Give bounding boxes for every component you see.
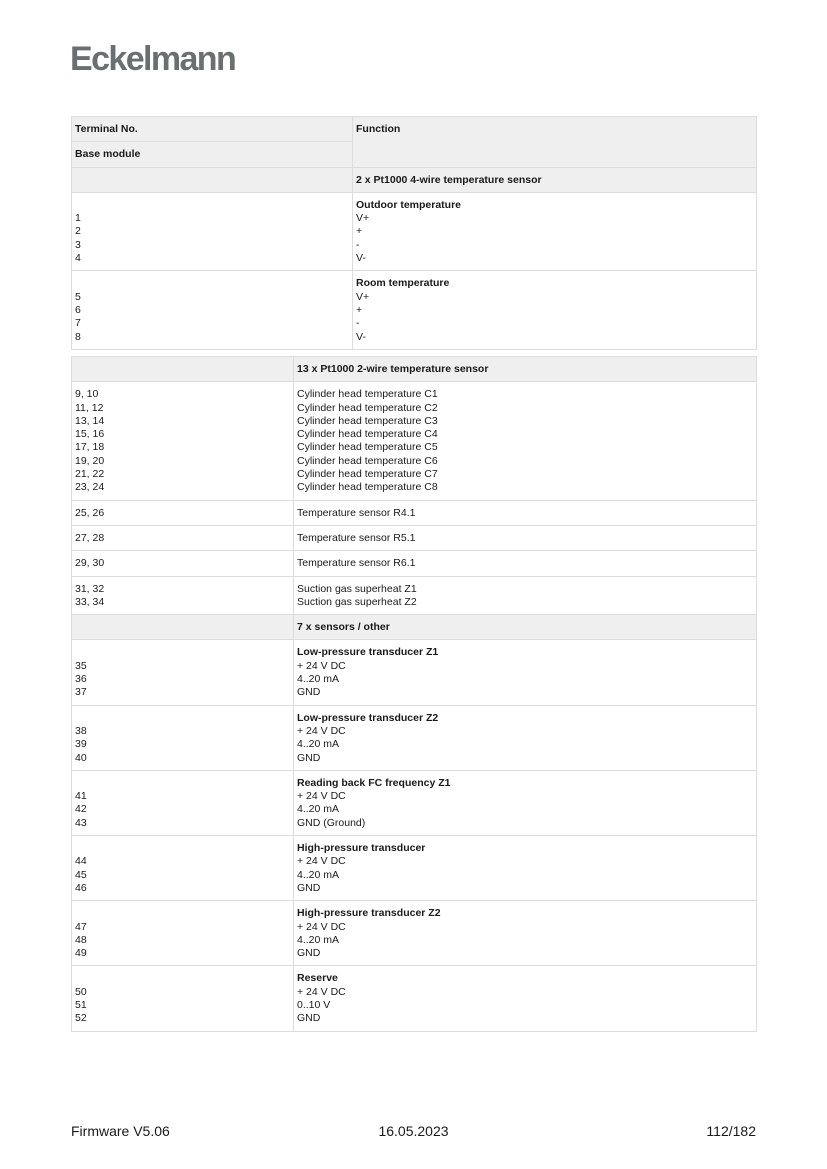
base-module-header: Base module: [72, 142, 353, 167]
function-text: Cylinder head temperature C6: [297, 454, 438, 467]
function-text: 4..20 mA: [297, 803, 340, 816]
terminal-no-header: Terminal No.: [72, 117, 353, 142]
section-row: [72, 167, 757, 192]
terminal-number: 5: [75, 290, 81, 303]
terminal-number: 21, 22: [75, 468, 105, 481]
section-row: [72, 615, 757, 640]
function-text: + 24 V DC: [297, 985, 346, 998]
function-text: Cylinder head temperature C3: [297, 414, 438, 427]
terminal-number: 29, 30: [75, 557, 105, 570]
function-text: +: [356, 303, 363, 316]
table-row: [72, 271, 757, 349]
spacer-line: [75, 842, 290, 855]
function-text: -: [356, 238, 360, 251]
spacer-line: [75, 199, 349, 212]
function-text: 0..10 V: [297, 998, 331, 1011]
function-text: Cylinder head temperature C4: [297, 428, 438, 441]
function-cell: [294, 382, 757, 500]
terminal-number: 4: [75, 252, 81, 265]
terminal-cell: [72, 382, 294, 500]
spacer-line: [75, 777, 290, 790]
terminal-number: 8: [75, 330, 81, 343]
section-row: [72, 357, 757, 382]
function-cell: [353, 271, 757, 349]
function-text: V+: [356, 290, 370, 303]
function-text: GND: [297, 751, 321, 764]
terminal-number: 23, 24: [75, 481, 105, 494]
terminal-cell: [72, 271, 353, 349]
function-text: Cylinder head temperature C7: [297, 468, 438, 481]
function-text: GND: [297, 686, 321, 699]
function-text: Cylinder head temperature C8: [297, 481, 438, 494]
terminal-number: 11, 12: [75, 401, 104, 414]
function-text: Temperature sensor R5.1: [297, 531, 416, 544]
terminal-cell: [72, 966, 294, 1031]
terminal-number: 51: [75, 998, 87, 1011]
function-text: V-: [356, 252, 366, 265]
footer-page-number: 112/182: [706, 1123, 756, 1139]
function-text: Suction gas superheat Z1: [297, 582, 417, 595]
section-title-sensors: 7 x sensors / other: [294, 615, 757, 640]
terminal-number: 38: [75, 724, 87, 737]
terminal-number: 36: [75, 673, 87, 686]
function-cell: [294, 525, 757, 550]
group-title: Low-pressure transducer Z1: [297, 646, 439, 659]
table-row: [72, 770, 757, 835]
spacer-line: [75, 712, 290, 725]
terminal-cell: [72, 500, 294, 525]
terminal-number: 15, 16: [75, 428, 105, 441]
spacer-line: [75, 907, 290, 920]
function-text: Cylinder head temperature C2: [297, 401, 438, 414]
table-row: [72, 192, 757, 270]
terminal-number: 17, 18: [75, 441, 105, 454]
function-text: GND: [297, 881, 321, 894]
function-text: -: [356, 317, 360, 330]
terminal-number: 35: [75, 659, 87, 672]
terminal-cell: [72, 551, 294, 576]
terminal-number: 43: [75, 816, 87, 829]
terminal-number: 25, 26: [75, 506, 105, 519]
terminal-number: 39: [75, 738, 87, 751]
terminal-number: 2: [75, 225, 81, 238]
terminal-cell: [72, 705, 294, 770]
function-cell: [294, 705, 757, 770]
function-text: 4..20 mA: [297, 868, 340, 881]
function-text: + 24 V DC: [297, 724, 346, 737]
terminal-number: 48: [75, 933, 87, 946]
function-header: Function: [353, 117, 757, 168]
table-row: [72, 705, 757, 770]
table-header-row: [72, 117, 757, 142]
function-text: 4..20 mA: [297, 738, 340, 751]
function-text: GND (Ground): [297, 816, 366, 829]
function-cell: [294, 901, 757, 966]
terminal-number: 1: [75, 212, 81, 225]
table-row: [72, 500, 757, 525]
function-cell: [294, 966, 757, 1031]
terminal-cell: [72, 901, 294, 966]
terminal-number: 33, 34: [75, 595, 105, 608]
terminal-number: 37: [75, 686, 87, 699]
terminal-number: 13, 14: [75, 414, 105, 427]
terminal-number: 40: [75, 751, 87, 764]
section-blank-cell: [72, 357, 294, 382]
terminal-number: 19, 20: [75, 454, 105, 467]
table-row: [72, 901, 757, 966]
section-title-2wire: 13 x Pt1000 2-wire temperature sensor: [294, 357, 757, 382]
group-title: Reading back FC frequency Z1: [297, 776, 451, 789]
terminal-number: 44: [75, 855, 87, 868]
terminal-number: 46: [75, 881, 87, 894]
terminal-cell: [72, 770, 294, 835]
footer-firmware: Firmware V5.06: [71, 1123, 170, 1139]
terminal-number: 3: [75, 238, 81, 251]
function-text: V+: [356, 212, 370, 225]
function-text: +: [356, 225, 363, 238]
group-title: Room temperature: [356, 277, 450, 290]
table-row: [72, 576, 757, 615]
function-text: 4..20 mA: [297, 673, 340, 686]
function-cell: [294, 551, 757, 576]
table-row: [72, 966, 757, 1031]
spacer-line: [75, 972, 290, 985]
terminal-cell: [72, 576, 294, 615]
section-blank-cell: [72, 615, 294, 640]
terminal-number: 42: [75, 803, 87, 816]
terminal-cell: [72, 640, 294, 705]
function-text: + 24 V DC: [297, 855, 346, 868]
function-cell: [353, 192, 757, 270]
section-title-4wire: 2 x Pt1000 4-wire temperature sensor: [353, 167, 757, 192]
footer-date: 16.05.2023: [378, 1123, 449, 1139]
table-row: [72, 382, 757, 500]
terminal-number: 6: [75, 303, 81, 316]
function-cell: [294, 770, 757, 835]
table-row: [72, 836, 757, 901]
function-text: Cylinder head temperature C1: [297, 388, 438, 401]
terminal-number: 47: [75, 920, 87, 933]
function-cell: [294, 640, 757, 705]
terminal-number: 50: [75, 985, 87, 998]
group-title: Outdoor temperature: [356, 198, 462, 211]
terminal-number: 49: [75, 947, 87, 960]
terminal-number: 7: [75, 317, 81, 330]
terminal-number: 52: [75, 1012, 87, 1025]
function-cell: [294, 836, 757, 901]
spacer-line: [75, 646, 290, 659]
function-text: GND: [297, 1012, 321, 1025]
function-text: Temperature sensor R4.1: [297, 506, 416, 519]
function-text: Temperature sensor R6.1: [297, 557, 416, 570]
group-title: Reserve: [297, 972, 338, 985]
terminal-number: 9, 10: [75, 388, 99, 401]
terminal-cell: [72, 836, 294, 901]
table-row: [72, 551, 757, 576]
terminal-number: 41: [75, 790, 87, 803]
spacer-line: [75, 277, 349, 290]
function-text: Suction gas superheat Z2: [297, 595, 417, 608]
function-text: + 24 V DC: [297, 790, 346, 803]
function-cell: [294, 500, 757, 525]
table-row: [72, 640, 757, 705]
section-blank-cell: [72, 167, 353, 192]
terminal-cell: [72, 192, 353, 270]
terminal-table-base-module: [71, 116, 757, 350]
function-text: Cylinder head temperature C5: [297, 441, 438, 454]
table-row: [72, 525, 757, 550]
group-title: High-pressure transducer Z2: [297, 907, 441, 920]
terminal-number: 45: [75, 868, 87, 881]
eckelmann-logo: Eckelmann: [70, 40, 236, 78]
function-text: + 24 V DC: [297, 659, 346, 672]
function-cell: [294, 576, 757, 615]
function-text: GND: [297, 947, 321, 960]
function-text: 4..20 mA: [297, 933, 340, 946]
function-text: + 24 V DC: [297, 920, 346, 933]
terminal-cell: [72, 525, 294, 550]
terminal-table-sensors: [71, 356, 757, 1032]
group-title: Low-pressure transducer Z2: [297, 711, 439, 724]
terminal-number: 31, 32: [75, 582, 105, 595]
group-title: High-pressure transducer: [297, 842, 426, 855]
terminal-number: 27, 28: [75, 531, 105, 544]
function-text: V-: [356, 330, 366, 343]
